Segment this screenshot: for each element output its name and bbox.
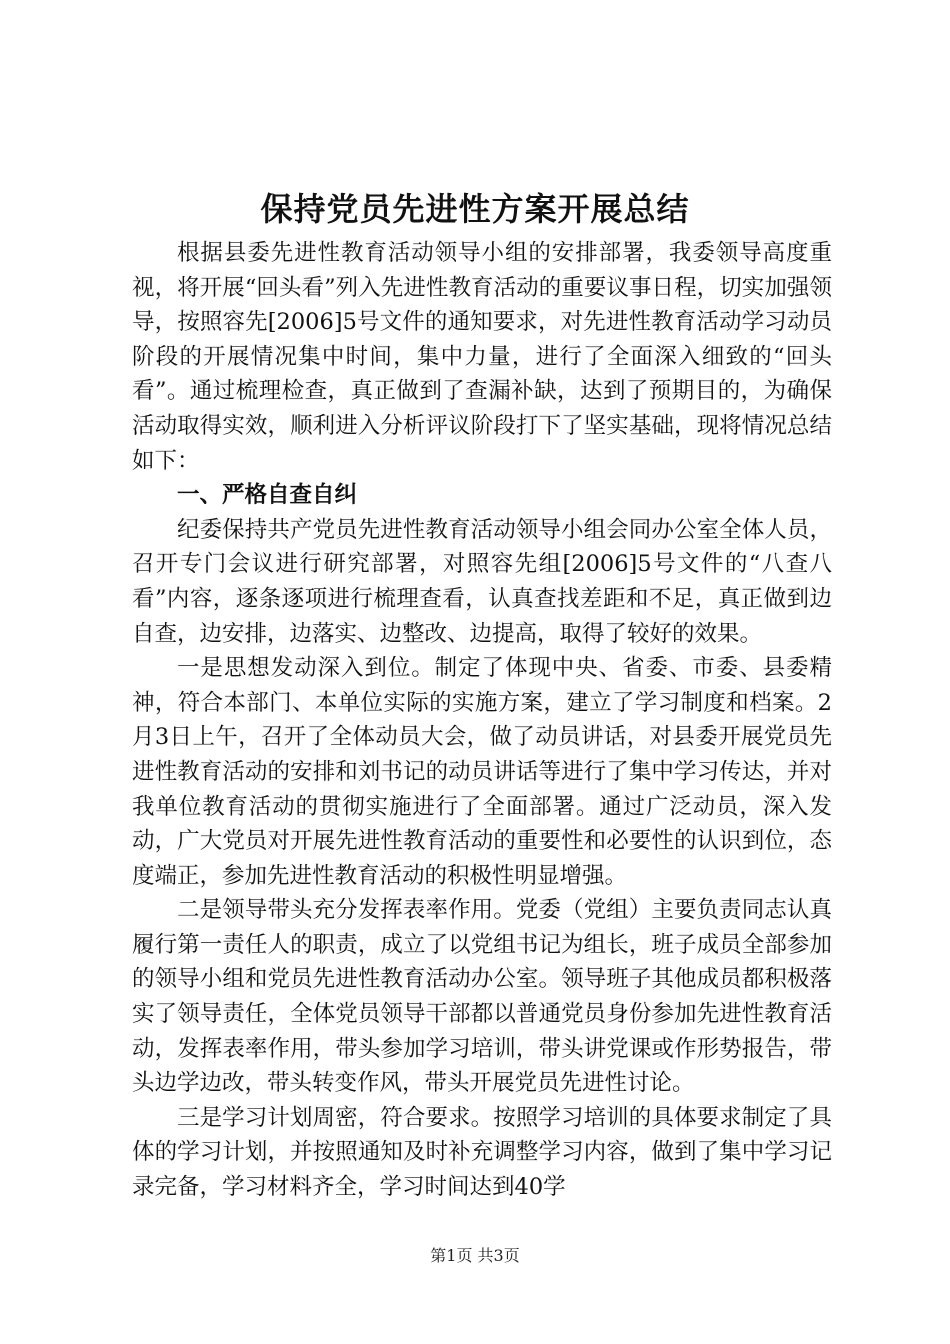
section-paragraph-2: 一是思想发动深入到位。制定了体现中央、省委、市委、县委精神，符合本部门、本单位实际的实施方案，建立了学习制度和档案。2月3日上午，召开了全体动员大会，做了动员讲话，对县委开展党员先进性教育活动的安排和刘书记的动员讲话等进行了集中学习传达，并对我单位教育活动的贯彻实施进行了全面部署。通过广泛动员，深入发动，广大党员对开展先进性教育活动的重要性和必要性的认识到位，态度端正，参加先进性教育活动的积极性明显增强。 (132, 655, 832, 889)
section-paragraph-4: 三是学习计划周密，符合要求。按照学习培训的具体要求制定了具体的学习计划，并按照通知及时补充调整学习内容，做到了集中学习记录完备，学习材料齐全，学习时间达到40学 (132, 1104, 832, 1201)
page-footer: 第1页 共3页 (430, 1246, 520, 1265)
section-paragraph-1: 纪委保持共产党员先进性教育活动领导小组会同办公室全体人员，召开专门会议进行研究部署，对照容先组[2006]5号文件的“八查八看”内容，逐条逐项进行梳理查看，认真查找差距和不足，真正做到边自查，边安排，边落实、边整改、边提高，取得了较好的效果。 (132, 516, 832, 647)
document-body (132, 236, 832, 1205)
document-title: 保持党员先进性方案开展总结 (260, 190, 690, 228)
intro-paragraph: 根据县委先进性教育活动领导小组的安排部署，我委领导高度重视，将开展“回头看”列入先进性教育活动的重要议事日程，切实加强领导，按照容先[2006]5号文件的通知要求，对先进性教育活动学习动员阶段的开展情况集中时间，集中力量，进行了全面深入细致的“回头看”。通过梳理检查，真正做到了查漏补缺，达到了预期目的，为确保活动取得实效，顺利进入分析评议阶段打下了坚实基础，现将情况总结如下： (132, 240, 832, 474)
section-paragraph-3: 二是领导带头充分发挥表率作用。党委（党组）主要负责同志认真履行第一责任人的职责，成立了以党组书记为组长，班子成员全部参加的领导小组和党员先进性教育活动办公室。领导班子其他成员都积极落实了领导责任，全体党员领导干部都以普通党员身份参加先进性教育活动，发挥表率作用，带头参加学习培训，带头讲党课或作形势报告，带头边学边改，带头转变作风，带头开展党员先进性讨论。 (132, 897, 832, 1097)
section-heading: 一、严格自查自纠 (177, 482, 358, 509)
